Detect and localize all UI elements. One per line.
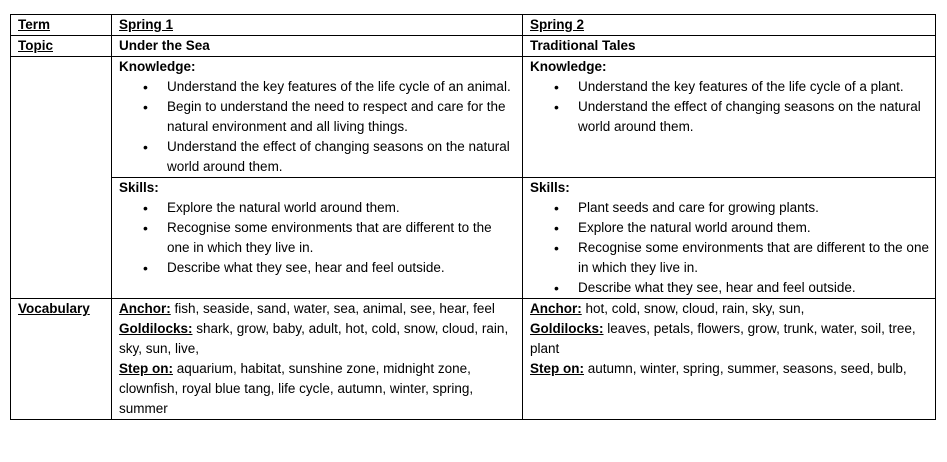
- anchor-vocab: [119, 299, 516, 319]
- list-item: • Understand the effect of changing seasons on the natural world around them.: [578, 97, 929, 137]
- goldilocks-label: Goldilocks:: [119, 321, 193, 336]
- stepon-label: Step on:: [119, 361, 173, 376]
- vocabulary-label: Vocabulary: [11, 299, 112, 420]
- list-item: • Recognise some environments that are different to the one in which they live in.: [578, 238, 929, 278]
- list-item: • Begin to understand the need to respect and care for the natural environment and all living things.: [167, 97, 516, 137]
- topic-row: [11, 36, 936, 57]
- anchor-label: Anchor:: [119, 301, 171, 316]
- list-item: • Describe what they see, hear and feel outside.: [167, 258, 516, 278]
- goldilocks-words: leaves, petals, flowers, grow, trunk, water, soil, tree, plant: [530, 321, 916, 356]
- skills-label: Skills:: [530, 180, 570, 195]
- anchor-words: fish, seaside, sand, water, sea, animal, see, hear, feel: [170, 301, 495, 316]
- topic-label: Topic: [11, 36, 112, 57]
- spring2-header: Spring 2: [523, 15, 936, 36]
- list-item: • Understand the effect of changing seasons on the natural world around them.: [167, 137, 516, 177]
- list-item: • Plant seeds and care for growing plants.: [578, 198, 929, 218]
- spring1-vocabulary-cell: [112, 299, 523, 420]
- list-item: • Explore the natural world around them.: [167, 198, 516, 218]
- spring1-header: Spring 1: [112, 15, 523, 36]
- knowledge-skills-empty-cell: [11, 57, 112, 299]
- spring2-topic: Traditional Tales: [523, 36, 936, 57]
- term-label: Term: [11, 15, 112, 36]
- list-item: • Understand the key features of the life cycle of a plant.: [578, 77, 929, 97]
- vocabulary-row: [11, 299, 936, 420]
- list-item: • Understand the key features of the life cycle of an animal.: [167, 77, 516, 97]
- list-item: • Explore the natural world around them.: [578, 218, 929, 238]
- knowledge-label: Knowledge:: [530, 59, 607, 74]
- goldilocks-vocab: [530, 319, 929, 359]
- spring1-knowledge-list: [119, 77, 516, 177]
- curriculum-table: [10, 14, 936, 420]
- spring2-knowledge-list: [530, 77, 929, 137]
- list-item: • Recognise some environments that are different to the one in which they live in.: [167, 218, 516, 258]
- spring2-knowledge-cell: [523, 57, 936, 178]
- stepon-label: Step on:: [530, 361, 584, 376]
- skills-row: [11, 178, 936, 299]
- spring2-skills-list: [530, 198, 929, 298]
- anchor-label: Anchor:: [530, 301, 582, 316]
- spring2-vocabulary-cell: [523, 299, 936, 420]
- term-row: [11, 15, 936, 36]
- skills-label: Skills:: [119, 180, 159, 195]
- spring1-skills-cell: [112, 178, 523, 299]
- anchor-vocab: [530, 299, 929, 319]
- goldilocks-words: shark, grow, baby, adult, hot, cold, snow, cloud, rain, sky, sun, live,: [119, 321, 509, 356]
- knowledge-label: Knowledge:: [119, 59, 196, 74]
- knowledge-row: [11, 57, 936, 178]
- stepon-words: aquarium, habitat, sunshine zone, midnight zone, clownfish, royal blue tang, life cycle, autumn, winter, spring, summer: [119, 361, 474, 416]
- spring1-topic: Under the Sea: [112, 36, 523, 57]
- stepon-vocab: [119, 359, 516, 419]
- goldilocks-label: Goldilocks:: [530, 321, 604, 336]
- spring2-skills-cell: [523, 178, 936, 299]
- spring1-skills-list: [119, 198, 516, 278]
- list-item: • Describe what they see, hear and feel outside.: [578, 278, 929, 298]
- stepon-vocab: [530, 359, 929, 379]
- stepon-words: autumn, winter, spring, summer, seasons, seed, bulb,: [584, 361, 907, 376]
- spring1-knowledge-cell: [112, 57, 523, 178]
- goldilocks-vocab: [119, 319, 516, 359]
- anchor-words: hot, cold, snow, cloud, rain, sky, sun,: [581, 301, 805, 316]
